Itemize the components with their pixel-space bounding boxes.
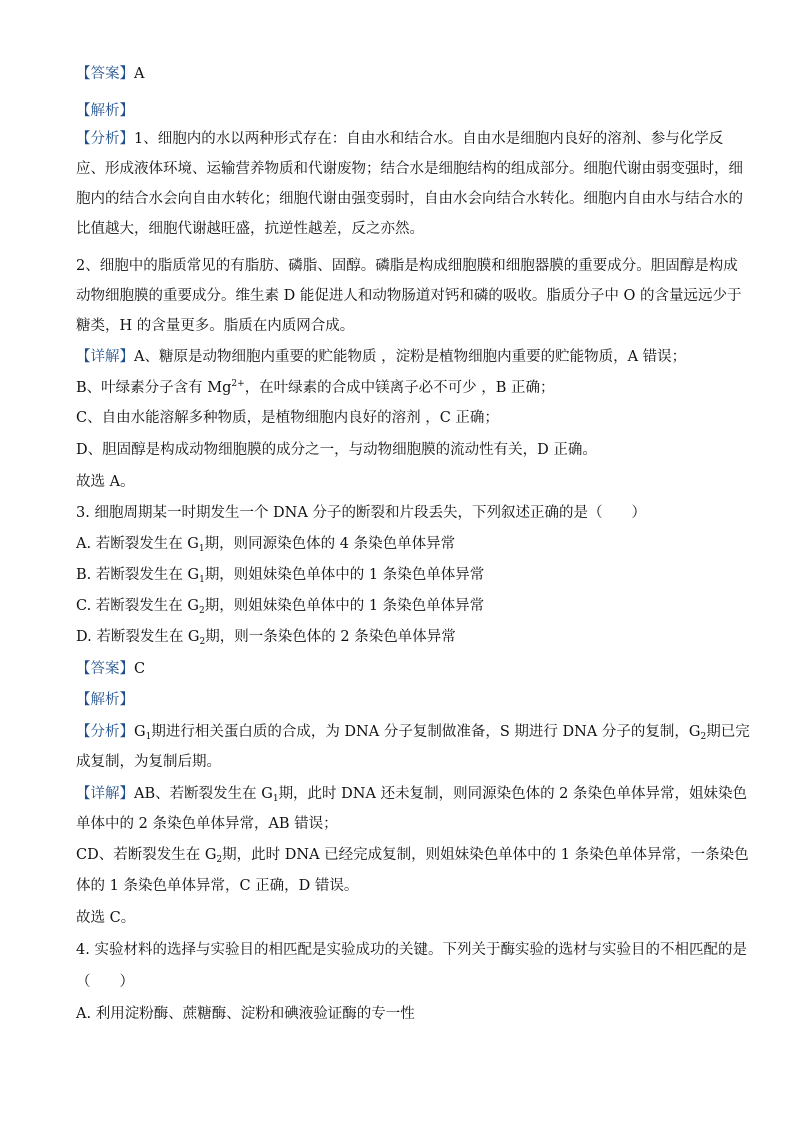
q3-answer-line <box>76 659 726 679</box>
xiangjie-tag: 【详解】 <box>76 786 134 802</box>
subscript: 2 <box>216 855 223 865</box>
q3-conclusion-line: 故选 C。 <box>76 910 136 926</box>
q3-option-d <box>76 627 726 647</box>
fenxi-line-5: 2、细胞中的脂质常见的有脂肪、磷脂、固醇。磷脂是构成细胞膜和细胞器膜的重要成分。胆固醇是构成 <box>76 258 738 274</box>
option-text: B. 若断裂发生在 G <box>76 567 200 583</box>
q3-xiangjie-line-1 <box>76 784 748 804</box>
fenxi-line-1 <box>76 129 726 149</box>
xiangjie-text: AB、若断裂发生在 G <box>134 786 273 802</box>
xiangjie-tag: 【详解】 <box>76 349 134 365</box>
subscript: 1 <box>145 732 152 742</box>
fenxi-line-3: 胞内的结合水会向自由水转化；细胞代谢由强变弱时，自由水会向结合水转化。细胞内自由水与结合水的 <box>76 191 743 207</box>
fenxi-line-7: 糖类，H 的含量更多。脂质在内质网合成。 <box>76 318 355 334</box>
xiangjie-text-b-pre: B、叶绿素分子含有 Mg <box>76 380 232 396</box>
q4-option-a: A. 利用淀粉酶、蔗糖酶、淀粉和碘液验证酶的专一性 <box>76 1006 415 1022</box>
subscript: 2 <box>199 637 206 647</box>
xiangjie-text-b-post: ，在叶绿素的合成中镁离子必不可少 ，B 正确； <box>244 380 555 396</box>
superscript: 2+ <box>231 379 245 389</box>
question-4-stem: 4. 实验材料的选择与实验目的相匹配是实验成功的关键。下列关于酶实验的选材与实验目的不相匹配的是 <box>76 942 747 958</box>
fenxi-text: G <box>134 724 146 740</box>
question-3-stem: 3. 细胞周期某一时期发生一个 DNA 分子的断裂和片段丢失，下列叙述正确的是（ ） <box>76 505 646 521</box>
fenxi-line-6: 动物细胞膜的重要成分。维生素 D 能促进人和动物肠道对钙和磷的吸收。脂质分子中 O 的含量远远少于 <box>76 288 742 304</box>
answer-value: A <box>134 66 145 82</box>
subscript: 2 <box>199 606 205 616</box>
q3-option-b <box>76 565 726 585</box>
option-text: 期，则同源染色体的 4 条染色单体异常 <box>204 536 456 552</box>
xiangjie-text: 期，此时 DNA 已经完成复制，则姐妹染色单体中的 1 条染色单体异常，一条染色 <box>222 847 749 863</box>
q3-option-c <box>76 596 726 616</box>
fenxi-text: 期已完 <box>706 724 750 740</box>
xiangjie-line-c: C、自由水能溶解多种物质，是植物细胞内良好的溶剂 ，C 正确； <box>76 410 499 426</box>
question-4-stem-cont: （ ） <box>76 974 134 990</box>
subscript: 1 <box>272 794 279 804</box>
answer-value: C <box>134 661 146 677</box>
analysis-heading <box>76 101 726 121</box>
q3-analysis-heading <box>76 690 726 710</box>
option-text: 期，则姐妹染色单体中的 1 条染色单体异常 <box>204 598 485 614</box>
option-text: 期，则姐妹染色单体中的 1 条染色单体异常 <box>204 567 485 583</box>
fenxi-tag: 【分析】 <box>76 724 134 740</box>
q3-fenxi-line-2: 成复制，为复制后期。 <box>76 754 221 770</box>
option-text: C. 若断裂发生在 G <box>76 598 199 614</box>
q3-xiangjie-line-2: 单体中的 2 条染色单体异常，AB 错误； <box>76 816 338 832</box>
xiangjie-text: 期，此时 DNA 还未复制，则同源染色体的 2 条染色单体异常，姐妹染色 <box>278 786 748 802</box>
option-text: A. 若断裂发生在 G <box>76 536 199 552</box>
xiangjie-text-a: A、糖原是动物细胞内重要的贮能物质 ，淀粉是植物细胞内重要的贮能物质，A 错误； <box>134 349 687 365</box>
answer-line <box>76 64 726 84</box>
xiangjie-text: CD、若断裂发生在 G <box>76 847 217 863</box>
subscript: 1 <box>198 544 205 554</box>
xiangjie-line-b <box>76 378 726 398</box>
fenxi-tag: 【分析】 <box>76 131 134 147</box>
answer-tag: 【答案】 <box>76 661 134 677</box>
subscript: 2 <box>700 732 707 742</box>
q3-xiangjie-line-4: 体的 1 条染色单体异常，C 正确，D 错误。 <box>76 878 359 894</box>
conclusion-line: 故选 A。 <box>76 474 135 490</box>
analysis-tag: 【解析】 <box>76 103 134 119</box>
q3-fenxi-line-1 <box>76 722 750 742</box>
fenxi-text: 期进行相关蛋白质的合成，为 DNA 分子复制做准备，S 期进行 DNA 分子的复制，G <box>151 724 701 740</box>
fenxi-line-2: 应、形成液体环境、运输营养物质和代谢废物；结合水是细胞结构的组成部分。细胞代谢由弱变强时，细 <box>76 161 743 177</box>
q3-option-a <box>76 534 726 554</box>
xiangjie-line-d: D、胆固醇是构成动物细胞膜的成分之一，与动物细胞膜的流动性有关，D 正确。 <box>76 442 597 458</box>
option-text: 期，则一条染色体的 2 条染色单体异常 <box>205 629 456 645</box>
q3-xiangjie-line-3 <box>76 845 749 865</box>
analysis-tag: 【解析】 <box>76 692 134 708</box>
subscript: 1 <box>199 575 205 585</box>
option-text: D. 若断裂发生在 G <box>76 629 200 645</box>
answer-tag: 【答案】 <box>76 66 134 82</box>
fenxi-text: 1、细胞内的水以两种形式存在：自由水和结合水。自由水是细胞内良好的溶剂、参与化学反 <box>134 131 724 147</box>
xiangjie-line-a <box>76 347 726 367</box>
fenxi-line-4: 比值越大，细胞代谢越旺盛，抗逆性越差，反之亦然。 <box>76 221 424 237</box>
